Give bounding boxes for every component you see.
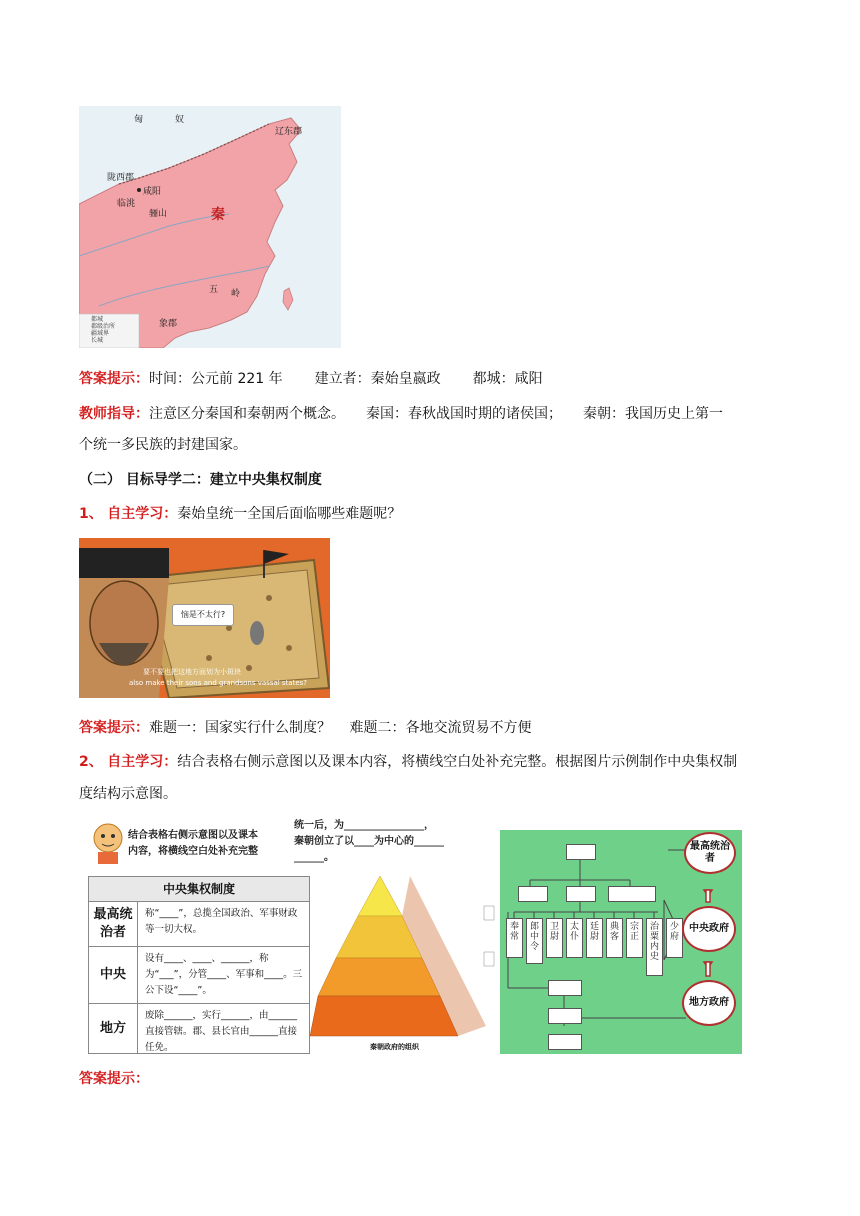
- question-1-text: 秦始皇统一全国后面临哪些难题呢？: [177, 506, 402, 522]
- fill-in-line1: 统一后，为________________，: [294, 820, 434, 831]
- tip-line1: 结合表格右侧示意图以及课本: [128, 830, 258, 841]
- question-2-line1: [79, 752, 737, 772]
- oval-local-government: 地方政府: [682, 980, 736, 1026]
- answer-hint-2-label: 答案提示：: [79, 720, 149, 736]
- chart-node-zhisuneishi: 治粟内史: [646, 918, 663, 976]
- chart-node-taipu: 太仆: [566, 918, 583, 958]
- row-text-ruler: 称“____”，总揽全国政治、军事财政等一切大权。: [145, 908, 298, 935]
- chart-box-county: [548, 1008, 582, 1024]
- answer-hint-2: [79, 718, 531, 738]
- map-label-xianyang: 咸阳: [143, 187, 162, 197]
- table-row: [89, 1004, 309, 1053]
- map-label-xiong: 匈: [134, 115, 144, 125]
- map-label-wu: 五: [209, 285, 219, 295]
- fill-in-question: [294, 818, 496, 870]
- centralized-system-figure: [88, 818, 742, 1056]
- question-2-line2: 度结构示意图。: [79, 786, 177, 802]
- chart-box-emperor: [566, 844, 596, 860]
- tip-card: [88, 818, 298, 868]
- table-title: 中央集权制度: [89, 877, 309, 902]
- map-label-lishan: 骊山: [149, 209, 168, 219]
- cartoon-kid-icon: [88, 820, 128, 866]
- map-legend-border: 疆域界: [91, 330, 110, 337]
- answer-hint-2-text: 难题一：国家实行什么制度？ 难题二：各地交流贸易不方便: [149, 720, 532, 736]
- chart-node-tingwei: 廷尉: [586, 918, 603, 958]
- chart-node-dianke: 典客: [606, 918, 623, 958]
- row-head-central: 中央: [89, 947, 138, 1003]
- map-label-nu: 奴: [175, 115, 185, 125]
- chart-box-sangong: [566, 886, 596, 902]
- map-label-ling: 岭: [231, 289, 241, 299]
- fill-in-line2: 秦朝创立了以____为中心的______: [294, 836, 444, 847]
- question-1: [79, 504, 401, 524]
- chart-node-weiwei: 卫尉: [546, 918, 563, 958]
- tip-line2: 内容，将横线空白处补充完整: [128, 846, 258, 857]
- map-label-lintao: 临洮: [117, 199, 136, 209]
- row-text-local: 废除______，实行______，由______直接管辖。郡、县长官由______直接任免。: [145, 1010, 298, 1053]
- map-legend-commandery: 郡级治所: [91, 323, 116, 330]
- cartoon-subtitle-en: also make their sons and grandsons vassal states?: [129, 679, 308, 687]
- pyramid-caption: 秦朝政府的组织: [370, 1043, 419, 1051]
- question-1-label: 自主学习：: [107, 506, 178, 522]
- map-label-liaodong: 辽东郡: [275, 127, 303, 137]
- section-title-2: （二） 目标导学二：建立中央集权制度: [79, 472, 322, 488]
- chart-box-sangong: [518, 886, 548, 902]
- fill-in-line3: ______。: [294, 852, 334, 863]
- row-head-ruler: 最高统治者: [89, 902, 138, 946]
- teacher-guidance-line1: [79, 404, 723, 424]
- qin-government-pyramid: [310, 876, 496, 1054]
- question-1-number: 1、: [79, 506, 103, 522]
- row-text-central: 设有____、____、______，称为“___”，分管____、军事和____。三公下设“____”。: [145, 953, 303, 996]
- chart-node-langzhongling: 郎中令: [526, 918, 543, 964]
- answer-hint-label: 答案提示：: [79, 371, 149, 387]
- table-row: [89, 902, 309, 947]
- map-label-longxi: 陇西郡: [107, 173, 135, 183]
- map-graphic: [79, 106, 341, 348]
- chart-node-zongzheng: 宗正: [626, 918, 643, 958]
- question-2-number: 2、: [79, 754, 103, 770]
- pyramid-graphic: [310, 876, 496, 1042]
- qin-territory-map: [79, 106, 341, 348]
- centralized-system-table: [88, 876, 310, 1054]
- teacher-guidance-line2: 个统一多民族的封建国家。: [79, 437, 247, 453]
- answer-time: 时间：公元前 221 年: [149, 371, 283, 387]
- answer-hint-3: [79, 1069, 149, 1089]
- oval-supreme-ruler: 最高统治者: [684, 832, 736, 874]
- answer-founder: 建立者：秦始皇嬴政: [314, 371, 441, 387]
- cartoon-speech-bubble: 恼是不太行?: [172, 604, 234, 626]
- answer-hint-3-label: 答案提示：: [79, 1071, 149, 1087]
- teacher-guidance-text1: 注意区分秦国和秦朝两个概念。 秦国：春秋战国时期的诸侯国； 秦朝：我国历史上第一: [149, 406, 723, 422]
- answer-capital: 都城：咸阳: [472, 371, 543, 387]
- chart-box-sangong: [608, 886, 656, 902]
- question-2-text1: 结合表格右侧示意图以及课本内容，将横线空白处补充完整。根据图片示例制作中央集权制: [177, 754, 738, 770]
- chart-node-shaofu: 少府: [666, 918, 683, 958]
- oval-central-government: 中央政府: [682, 906, 736, 952]
- map-legend-greatwall: 长城: [91, 337, 104, 344]
- chart-node-fengchang: 奉常: [506, 918, 523, 958]
- answer-hint-1: [79, 369, 543, 389]
- map-legend-capital: 都城: [91, 316, 104, 323]
- structure-chart: [500, 830, 742, 1054]
- map-label-xiangjun: 象郡: [159, 319, 178, 329]
- question-2-label: 自主学习：: [107, 754, 178, 770]
- qin-emperor-cartoon: [79, 538, 330, 698]
- row-head-local: 地方: [89, 1004, 138, 1053]
- chart-box-commandery: [548, 980, 582, 996]
- chart-box-township: [548, 1034, 582, 1050]
- teacher-guidance-label: 教师指导：: [79, 406, 149, 422]
- map-label-qin: 秦: [211, 207, 225, 223]
- cartoon-subtitle-cn: 要不要也把这地方面划为小斑块: [143, 668, 241, 676]
- table-row: [89, 947, 309, 1004]
